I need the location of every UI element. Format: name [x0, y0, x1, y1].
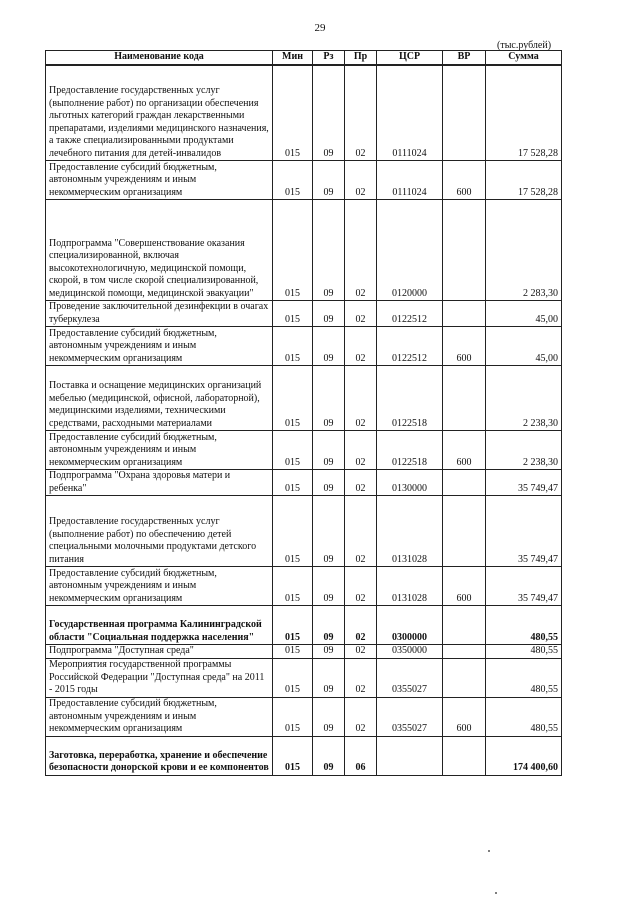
table-row: [46, 327, 562, 366]
row-sum: 480,55: [486, 645, 562, 659]
row-mna: 015: [273, 658, 313, 697]
row-mna: 015: [273, 496, 313, 567]
row-pr: 02: [345, 431, 377, 470]
row-csr: 0122512: [377, 301, 443, 327]
row-mna: 015: [273, 327, 313, 366]
table-row: [46, 470, 562, 496]
row-pr: 02: [345, 301, 377, 327]
row-vr: 600: [443, 161, 486, 200]
row-pr: 06: [345, 736, 377, 775]
row-vr: [443, 301, 486, 327]
row-mna: 015: [273, 645, 313, 659]
table-row: [46, 606, 562, 645]
header-vr: ВР: [443, 51, 486, 66]
table-row: [46, 736, 562, 775]
row-vr: [443, 366, 486, 431]
header-csr: ЦСР: [377, 51, 443, 66]
row-pr: 02: [345, 65, 377, 161]
row-sum: 45,00: [486, 327, 562, 366]
row-sum: 480,55: [486, 697, 562, 736]
row-mna: 015: [273, 161, 313, 200]
row-rz: 09: [313, 327, 345, 366]
table-row: [46, 658, 562, 697]
table-row: [46, 645, 562, 659]
row-pr: 02: [345, 658, 377, 697]
row-rz: 09: [313, 496, 345, 567]
row-vr: [443, 200, 486, 301]
row-sum: 480,55: [486, 658, 562, 697]
row-name: Заготовка, переработка, хранение и обеспечение безопасности донорской крови и ее компонентов: [46, 736, 273, 775]
row-name: Подпрограмма "Совершенствование оказания специализированной, включая высокотехнологичную, медицинской помощи, скорой, в том числе скорой специализированной, медицинской помощи, медицинской эвакуации": [46, 200, 273, 301]
row-csr: 0122518: [377, 431, 443, 470]
table-header-row: [46, 51, 562, 66]
table-row: [46, 301, 562, 327]
row-mna: 015: [273, 200, 313, 301]
row-csr: 0111024: [377, 65, 443, 161]
row-mna: 015: [273, 567, 313, 606]
row-pr: 02: [345, 161, 377, 200]
header-sum: Сумма: [486, 51, 562, 66]
row-rz: 09: [313, 366, 345, 431]
table-row: [46, 567, 562, 606]
row-csr: [377, 736, 443, 775]
row-sum: 2 238,30: [486, 431, 562, 470]
row-pr: 02: [345, 645, 377, 659]
table-row: [46, 65, 562, 161]
row-vr: [443, 606, 486, 645]
row-sum: 174 400,60: [486, 736, 562, 775]
row-vr: [443, 470, 486, 496]
row-csr: 0300000: [377, 606, 443, 645]
row-rz: 09: [313, 736, 345, 775]
row-pr: 02: [345, 327, 377, 366]
row-csr: 0131028: [377, 496, 443, 567]
row-pr: 02: [345, 567, 377, 606]
budget-table: [45, 50, 562, 776]
row-vr: [443, 736, 486, 775]
header-mna: Мин: [273, 51, 313, 66]
row-name: Государственная программа Калининградской области "Социальная поддержка населения": [46, 606, 273, 645]
row-vr: [443, 658, 486, 697]
row-sum: 45,00: [486, 301, 562, 327]
row-vr: 600: [443, 327, 486, 366]
row-pr: 02: [345, 606, 377, 645]
table-row: [46, 496, 562, 567]
header-rz: Рз: [313, 51, 345, 66]
row-sum: 35 749,47: [486, 470, 562, 496]
row-mna: 015: [273, 697, 313, 736]
row-csr: 0120000: [377, 200, 443, 301]
row-csr: 0122518: [377, 366, 443, 431]
row-rz: 09: [313, 65, 345, 161]
row-name: Предоставление субсидий бюджетным, автономным учреждениям и иным некоммерческим организациям: [46, 697, 273, 736]
row-mna: 015: [273, 366, 313, 431]
row-name: Поставка и оснащение медицинских организаций мебелью (медицинской, офисной, лабораторной), медицинскими изделиями, техническими средствами, расходными материалами: [46, 366, 273, 431]
table-row: [46, 366, 562, 431]
row-name: Предоставление субсидий бюджетным, автономным учреждениям и иным некоммерческим организациям: [46, 567, 273, 606]
table-row: [46, 200, 562, 301]
row-mna: 015: [273, 470, 313, 496]
row-rz: 09: [313, 606, 345, 645]
row-mna: 015: [273, 606, 313, 645]
row-rz: 09: [313, 200, 345, 301]
row-vr: 600: [443, 697, 486, 736]
row-sum: 480,55: [486, 606, 562, 645]
row-name: Предоставление государственных услуг (выполнение работ) по обеспечению детей специальными молочными продуктами детского питания: [46, 496, 273, 567]
scan-speck: [495, 892, 497, 894]
row-vr: 600: [443, 431, 486, 470]
row-vr: [443, 645, 486, 659]
units-label: (тыс.рублей): [497, 40, 552, 51]
table-row: [46, 161, 562, 200]
row-name: Предоставление субсидий бюджетным, автономным учреждениям и иным некоммерческим организациям: [46, 327, 273, 366]
row-rz: 09: [313, 658, 345, 697]
row-name: Проведение заключительной дезинфекции в очагах туберкулеза: [46, 301, 273, 327]
row-pr: 02: [345, 200, 377, 301]
row-mna: 015: [273, 431, 313, 470]
row-csr: 0355027: [377, 697, 443, 736]
scan-speck: [488, 850, 490, 852]
header-pr: Пр: [345, 51, 377, 66]
row-csr: 0130000: [377, 470, 443, 496]
row-csr: 0355027: [377, 658, 443, 697]
row-vr: 600: [443, 567, 486, 606]
row-name: Мероприятия государственной программы Российской Федерации "Доступная среда" на 2011 - 2015 годы: [46, 658, 273, 697]
row-name: Предоставление государственных услуг (выполнение работ) по организации обеспечения льготных категорий граждан лекарственными препаратами, изделиями медицинского назначения, а также специализированными продуктами лечебного питания для детей-инвалидов: [46, 65, 273, 161]
row-csr: 0350000: [377, 645, 443, 659]
row-sum: 35 749,47: [486, 496, 562, 567]
row-pr: 02: [345, 470, 377, 496]
row-sum: 17 528,28: [486, 65, 562, 161]
row-rz: 09: [313, 431, 345, 470]
row-name: Предоставление субсидий бюджетным, автономным учреждениям и иным некоммерческим организациям: [46, 431, 273, 470]
row-mna: 015: [273, 65, 313, 161]
row-name: Предоставление субсидий бюджетным, автономным учреждениям и иным некоммерческим организациям: [46, 161, 273, 200]
row-vr: [443, 65, 486, 161]
row-name: Подпрограмма "Доступная среда": [46, 645, 273, 659]
row-pr: 02: [345, 366, 377, 431]
row-sum: 35 749,47: [486, 567, 562, 606]
row-sum: 2 238,30: [486, 366, 562, 431]
row-mna: 015: [273, 301, 313, 327]
row-mna: 015: [273, 736, 313, 775]
row-pr: 02: [345, 697, 377, 736]
row-rz: 09: [313, 161, 345, 200]
row-name: Подпрограмма "Охрана здоровья матери и ребенка": [46, 470, 273, 496]
row-sum: 2 283,30: [486, 200, 562, 301]
row-sum: 17 528,28: [486, 161, 562, 200]
table-row: [46, 697, 562, 736]
table-row: [46, 431, 562, 470]
row-csr: 0131028: [377, 567, 443, 606]
row-rz: 09: [313, 697, 345, 736]
header-name: Наименование кода: [46, 51, 273, 66]
row-rz: 09: [313, 470, 345, 496]
page-number: 29: [314, 22, 326, 34]
row-rz: 09: [313, 567, 345, 606]
row-csr: 0122512: [377, 327, 443, 366]
row-pr: 02: [345, 496, 377, 567]
row-vr: [443, 496, 486, 567]
row-rz: 09: [313, 301, 345, 327]
row-csr: 0111024: [377, 161, 443, 200]
row-rz: 09: [313, 645, 345, 659]
